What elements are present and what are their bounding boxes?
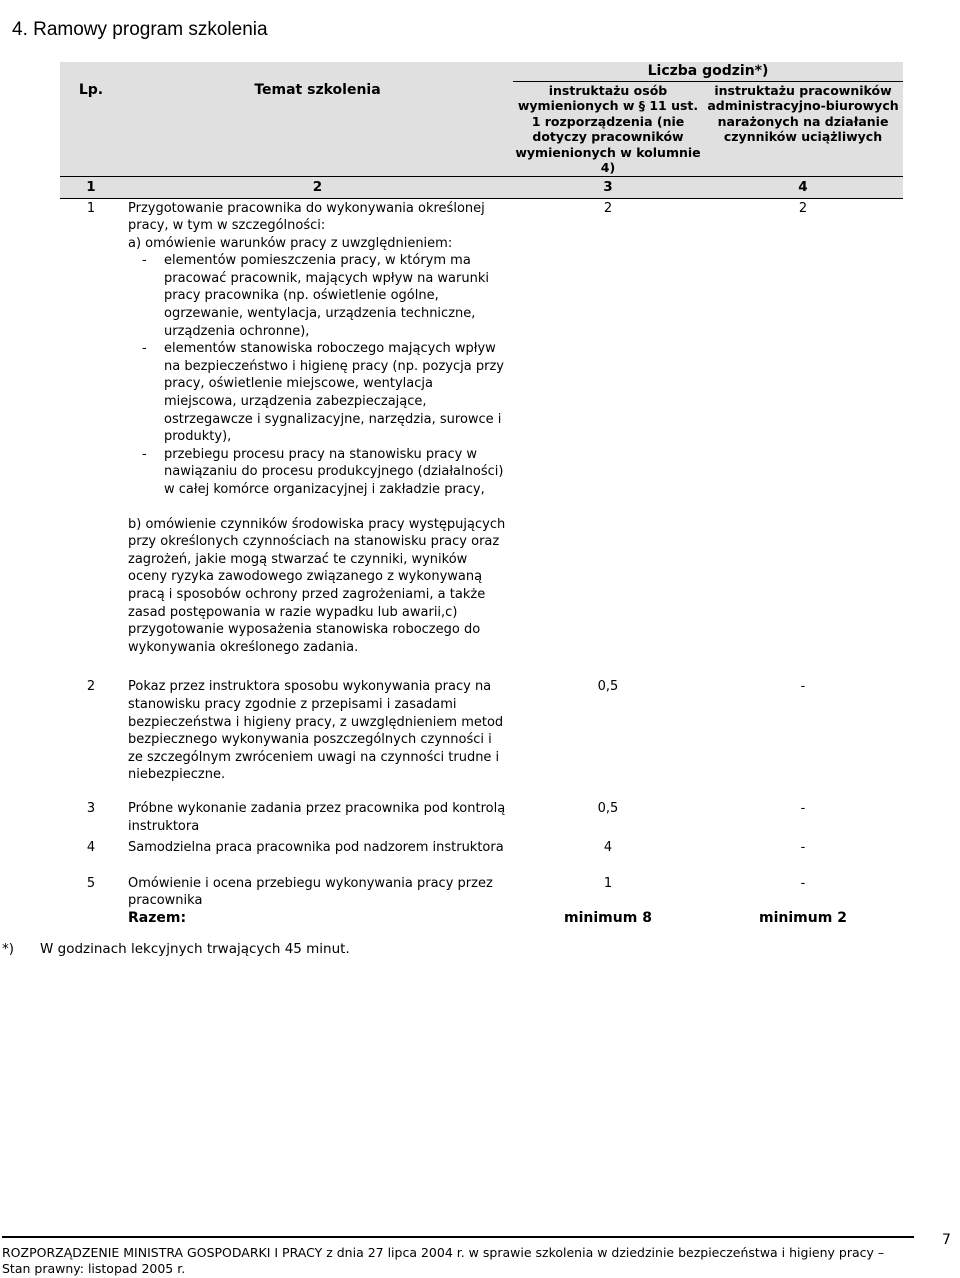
row-3-text: Próbne wykonanie zadania przez pracownika pod kontrolą instruktora [128,800,506,834]
row-1-point-b: b) omówienie czynników środowiska pracy występujących przy określonych czynnościach na stanowisku pracy oraz zagrożeń, jakie mogą stwarzać te czynniki, wyników oceny ryzyka zawodowego związanego z wykonywaną pracą i sposobów ochrony przed zagrożeniami, a także zasad postępowania w razie wypadku lub awarii,c) przygotowanie wyposażenia stanowiska roboczego do wykonywania określonego zadania. [128,516,506,655]
table-row-5 [60,875,903,910]
total-col3: minimum 8 [564,909,652,926]
row-5-number: 5 [86,875,96,891]
header-hours: Liczba godzin*) [513,62,903,81]
header-lp: Lp. [78,82,104,98]
row-2-text: Pokaz przez instruktora sposobu wykonywania pracy na stanowisku pracy zgodnie z przepisami i zasadami bezpieczeństwa i higieny pracy, z uwzględnieniem metod bezpiecznego wykonywania poszczególnych czynności i ze szczególnym zwróceniem uwagi na czynności trudne i niebezpieczne. [128,679,504,783]
row-1-item-3-text: przebiegu procesu pracy na stanowisku pracy w nawiązaniu do procesu produkcyjnego (działalności) w całej komórce organizacyjnej i zakładzie pracy, [164,446,504,497]
footer-line-2: Stan prawny: listopad 2005 r. [2,1261,186,1276]
dash-marker: - [142,446,147,462]
row-4-topic [122,839,513,875]
table-row-3 [60,800,903,839]
total-col4: minimum 2 [759,909,847,926]
row-5-col4: - [800,875,806,891]
row-2-topic [122,678,513,800]
page-footer [2,1245,884,1277]
footnote-mark: *) [2,941,15,957]
total-row [60,910,903,928]
column-number-3: 3 [513,176,703,198]
row-5-col3: 1 [603,875,613,891]
training-program-table [60,62,903,927]
row-4-col3: 4 [603,840,613,856]
table-row-1 [60,198,903,678]
row-1-item-1-text: elementów pomieszczenia pracy, w którym ma pracować pracownik, mających wpływ na warunki pracy pracownika (np. oświetlenie ogólne, ogrzewanie, wentylacja, urządzenia techniczne, urządzenia ochronne), [164,253,489,339]
row-2-number: 2 [86,679,96,695]
row-1-col4: 2 [798,200,808,216]
row-3-col3: 0,5 [597,800,619,816]
row-4-col4: - [800,840,806,856]
column-number-4: 4 [703,176,903,198]
row-1-item-2 [128,340,509,446]
row-2-col4: - [800,679,806,695]
row-3-topic [122,800,513,839]
row-4-text: Samodzielna praca pracownika pod nadzorem instruktora [128,840,504,856]
row-1-intro: Przygotowanie pracownika do wykonywania określonej pracy, w tym w szczególności: [128,200,485,234]
column-number-row [60,176,903,198]
row-1-topic [122,198,513,678]
footer-divider [2,1236,914,1238]
row-1-point-a: a) omówienie warunków pracy z uwzględnieniem: [128,235,453,251]
table-row-2 [60,678,903,800]
page-number: 7 [942,1232,951,1248]
row-2-col3: 0,5 [597,679,619,695]
section-title: 4. Ramowy program szkolenia [12,19,268,40]
header-topic: Temat szkolenia [254,82,381,98]
header-row [60,62,903,81]
row-3-number: 3 [86,800,96,816]
dash-marker: - [142,253,147,269]
row-1-item-2-text: elementów stanowiska roboczego mających wpływ na bezpieczeństwo i higienę pracy (np. pozycja przy pracy, oświetlenie miejscowe, wentylacja miejscowa, urządzenia zabezpieczające, ostrzegawcze i sygnalizacyjne, narzędzia, surowce i produkty), [164,341,504,445]
footer-line-1: ROZPORZĄDZENIE MINISTRA GOSPODARKI I PRACY z dnia 27 lipca 2004 r. w sprawie szkolenia w dziedzinie bezpieczeństwa i higieny pracy – [2,1245,885,1260]
column-number-1: 1 [60,176,122,198]
row-1-number: 1 [86,200,96,216]
table-row-4 [60,839,903,875]
row-5-text: Omówienie i ocena przebiegu wykonywania pracy przez pracownika [128,875,493,909]
row-1-item-1 [128,252,509,340]
header-col4: instruktażu pracowników administracyjno-biurowych narażonych na działanie czynników uciążliwych [707,82,899,144]
total-label: Razem: [128,909,187,926]
footnote-text: W godzinach lekcyjnych trwających 45 minut. [40,941,350,957]
column-number-2: 2 [122,176,513,198]
row-4-number: 4 [86,840,96,856]
row-1-col3: 2 [603,200,613,216]
header-col3: instruktażu osób wymienionych w § 11 ust. 1 rozporządzenia (nie dotyczy pracowników wymienionych w kolumnie 4) [515,82,701,175]
row-5-topic [122,875,513,910]
dash-marker: - [142,341,147,357]
row-1-item-3 [128,446,509,499]
row-3-col4: - [800,800,806,816]
footnote [2,941,350,957]
